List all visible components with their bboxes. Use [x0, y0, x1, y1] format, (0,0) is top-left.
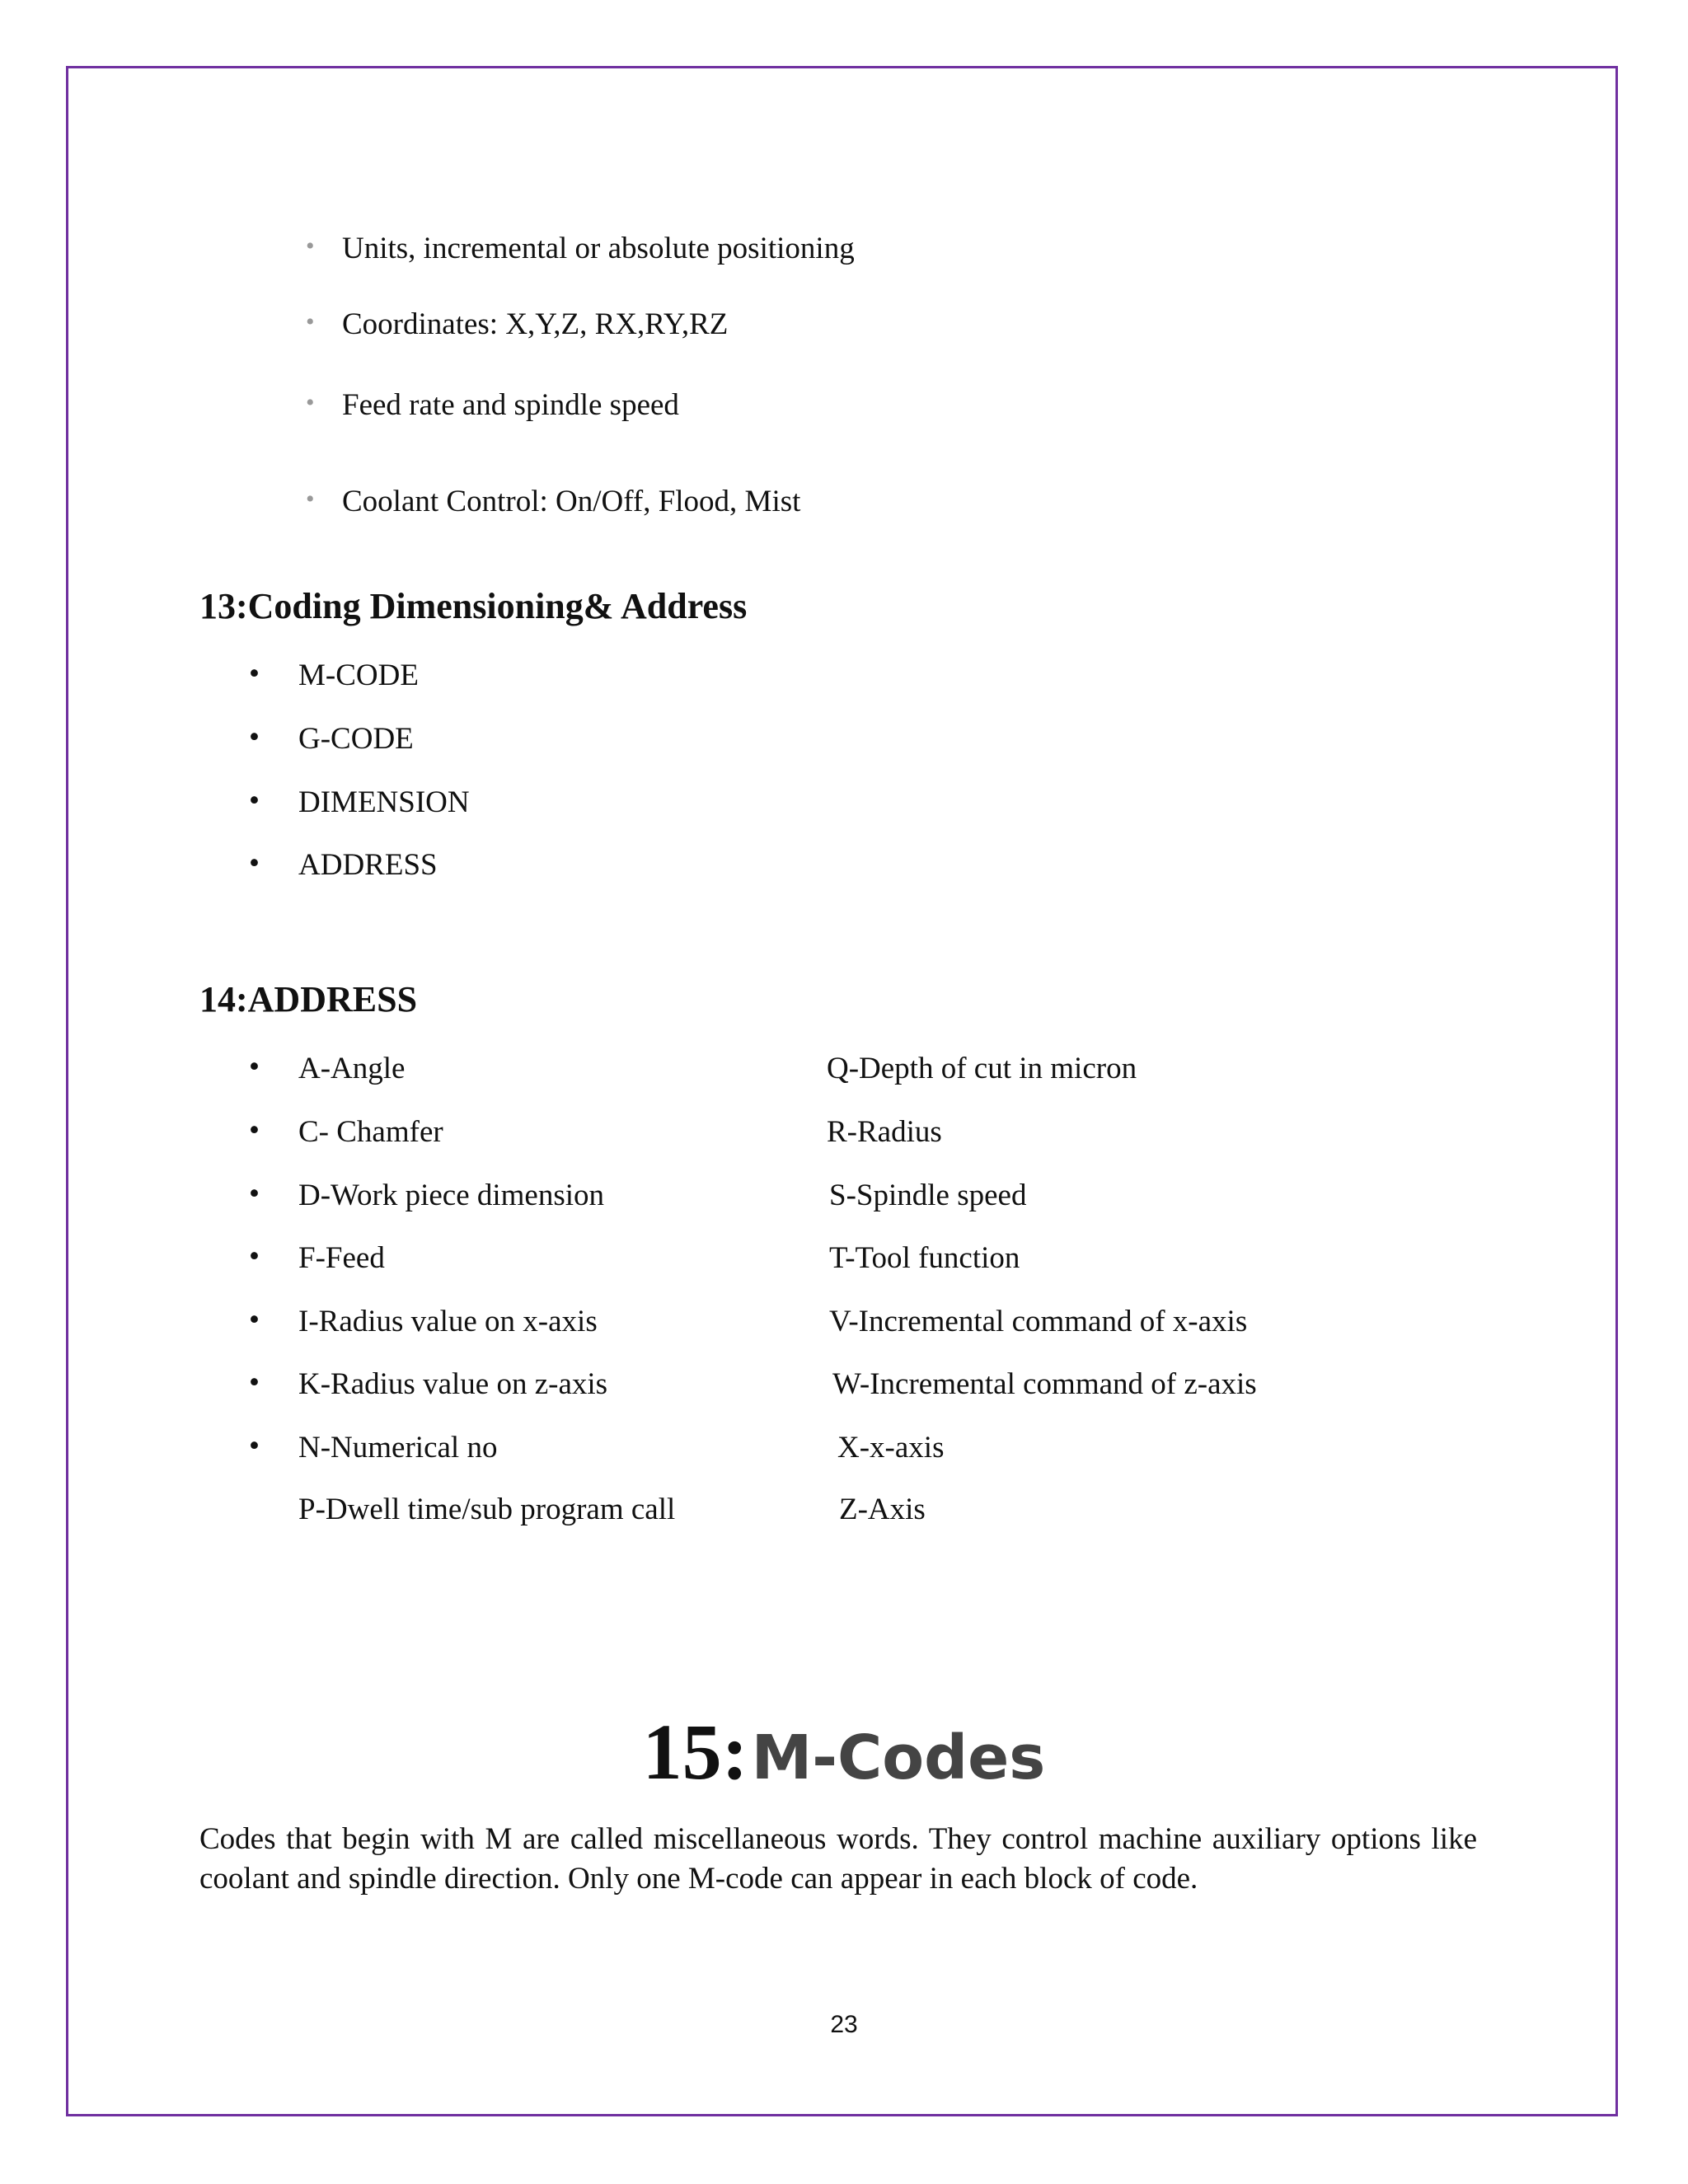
- list-item: [306, 231, 855, 266]
- bullet-icon: •: [249, 1240, 260, 1273]
- address-text: X-x-axis: [837, 1431, 945, 1465]
- address-text: T-Tool function: [829, 1241, 1020, 1275]
- list-item: [306, 387, 679, 423]
- bullet-icon: •: [249, 720, 260, 754]
- list-item-text: DIMENSION: [298, 785, 470, 819]
- list-item-text: Units, incremental or absolute positioning: [342, 232, 855, 265]
- bullet-icon: •: [249, 1050, 260, 1084]
- list-item-text: M-CODE: [298, 658, 419, 692]
- section-13-heading: 13:Coding Dimensioning& Address: [199, 586, 748, 626]
- bullet-icon: •: [249, 657, 260, 691]
- address-text: K-Radius value on z-axis: [298, 1367, 608, 1401]
- address-text: D-Work piece dimension: [298, 1179, 605, 1212]
- address-text: F-Feed: [298, 1241, 385, 1275]
- list-item-text: Coolant Control: On/Off, Flood, Mist: [342, 485, 801, 518]
- list-item-text: G-CODE: [298, 722, 414, 756]
- address-text: N-Numerical no: [298, 1431, 498, 1465]
- list-item: [306, 307, 729, 342]
- address-text: C- Chamfer: [298, 1115, 443, 1149]
- bullet-icon: •: [249, 846, 260, 880]
- address-item: [249, 1429, 498, 1465]
- address-text: R-Radius: [827, 1115, 942, 1149]
- list-item-text: ADDRESS: [298, 848, 438, 882]
- list-item: [249, 846, 438, 883]
- address-item: [249, 1113, 443, 1150]
- address-text: P-Dwell time/sub program call: [298, 1493, 676, 1526]
- address-item: [249, 1177, 605, 1213]
- bullet-icon: •: [306, 485, 315, 513]
- address-text: W-Incremental command of z-axis: [832, 1367, 1257, 1401]
- section-14-heading: 14:ADDRESS: [199, 979, 418, 1019]
- address-item: [298, 1492, 675, 1527]
- list-item: [249, 784, 470, 820]
- page-number: 23: [830, 2011, 858, 2038]
- address-item: [249, 1303, 598, 1339]
- address-item: [249, 1050, 406, 1086]
- bullet-icon: •: [306, 389, 315, 416]
- section-15-paragraph: Codes that begin with M are called miscellaneous words. They control machine auxiliary options like coolant and spindle direction. Only one M-code can appear in each block of code.: [199, 1822, 1477, 1896]
- section-15-word: M-Codes: [751, 1722, 1046, 1793]
- address-text: I-Radius value on x-axis: [298, 1305, 598, 1338]
- address-text: Q-Depth of cut in micron: [827, 1052, 1137, 1085]
- bullet-icon: •: [249, 784, 260, 818]
- list-item: [249, 657, 419, 693]
- address-text: Z-Axis: [839, 1493, 926, 1526]
- address-text: A-Angle: [298, 1052, 406, 1085]
- bullet-icon: •: [306, 308, 315, 335]
- address-item: [249, 1240, 385, 1276]
- bullet-icon: •: [249, 1113, 260, 1147]
- bullet-icon: •: [306, 232, 315, 260]
- section-15-number: 15:: [642, 1708, 748, 1796]
- list-item: [306, 484, 801, 519]
- bullet-icon: •: [249, 1366, 260, 1399]
- page-border: [66, 66, 1618, 2116]
- bullet-icon: •: [249, 1429, 260, 1463]
- address-text: V-Incremental command of x-axis: [829, 1305, 1248, 1338]
- bullet-icon: •: [249, 1177, 260, 1211]
- address-text: S-Spindle speed: [829, 1179, 1027, 1212]
- list-item-text: Feed rate and spindle speed: [342, 388, 679, 422]
- address-item: [249, 1366, 608, 1402]
- list-item-text: Coordinates: X,Y,Z, RX,RY,RZ: [342, 307, 729, 341]
- list-item: [249, 720, 414, 757]
- bullet-icon: •: [249, 1303, 260, 1337]
- section-15-title: [0, 1706, 1688, 1797]
